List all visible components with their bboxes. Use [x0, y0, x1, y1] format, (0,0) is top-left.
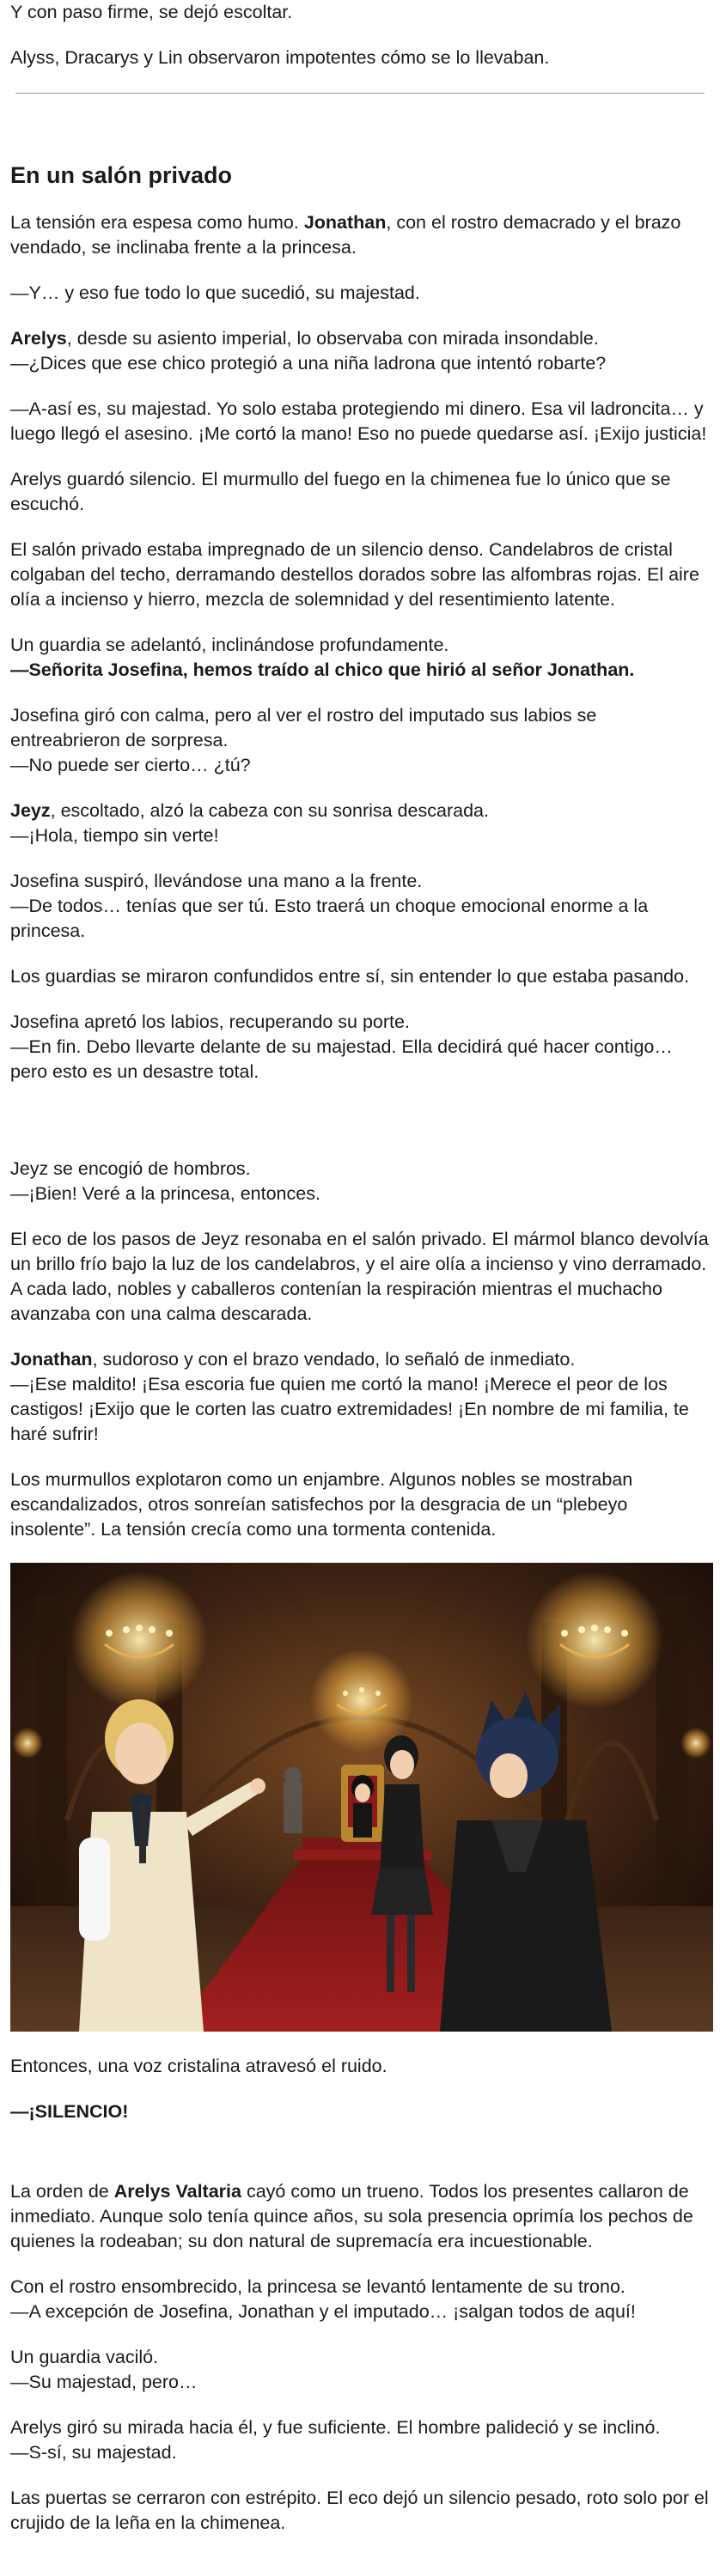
story-paragraph: El eco de los pasos de Jeyz resonaba en el salón privado. El mármol blanco devolvía un brillo frío bajo la luz de los candelabros, y el aire olía a incienso y vino derramado. A cada lado, nobles y caballeros contenían la respiración mientras el muchacho avanzaba con una calma descarada.: [10, 1229, 709, 1324]
throne-room-illustration: [10, 1563, 713, 2032]
text-run: , con el rostro demacrado y el brazo vendado, se inclinaba frente a la princesa.: [10, 212, 681, 258]
story-paragraph: [10, 799, 710, 848]
dialogue-line: —¿Dices que ese chico protegió a una niña ladrona que intentó robarte?: [10, 353, 607, 374]
text-run: Jeyz se encogió de hombros.: [10, 1158, 251, 1179]
shout-text: ¡SILENCIO!: [28, 2101, 129, 2122]
text-run: Un guardia se adelantó, inclinándose profundamente.: [10, 635, 449, 655]
story-paragraph: Los guardias se miraron confundidos entre sí, sin entender lo que estaba pasando.: [10, 966, 690, 987]
story-paragraph: Los murmullos explotaron como un enjambre. Algunos nobles se mostraban escandalizados, otros sonreían satisfechos por la desgracia de un “plebeyo insolente”. La tensión crecía como una tormenta contenida.: [10, 1469, 633, 1540]
story-paragraph: [10, 703, 710, 778]
story-paragraph: [10, 1157, 710, 1206]
story-paragraph: [10, 210, 710, 260]
dialogue-line: —S-sí, su majestad.: [10, 2442, 177, 2463]
character-name: Jeyz: [10, 800, 51, 821]
text-run: Un guardia vaciló.: [10, 2347, 159, 2367]
story-paragraph: [10, 1347, 710, 1447]
dialogue-line: —¡Hola, tiempo sin verte!: [10, 825, 219, 846]
text-run: , escoltado, alzó la cabeza con su sonrisa descarada.: [50, 800, 489, 821]
character-name: Jonathan: [10, 1349, 93, 1370]
text-run: Josefina apretó los labios, recuperando su porte.: [10, 1012, 410, 1032]
figure-arelys: [351, 1775, 374, 1838]
blank-gap: [10, 1105, 710, 1157]
text-run: , desde su asiento imperial, lo observaba con mirada insondable.: [66, 328, 599, 349]
section-title: En un salón privado: [10, 162, 233, 188]
text-run: Josefina giró con calma, pero al ver el rostro del imputado sus labios se entreabrieron de sorpresa.: [10, 705, 597, 750]
character-name: Arelys Valtaria: [113, 2181, 241, 2202]
shout-paragraph: [10, 2099, 710, 2124]
dialogue-line: —De todos… tenías que ser tú. Esto traerá un choque emocional enorme a la princesa.: [10, 896, 649, 941]
text-run: La tensión era espesa como humo.: [10, 212, 304, 233]
blank-gap: [10, 2145, 710, 2179]
story-paragraph: [10, 869, 710, 944]
dash: —: [10, 2101, 29, 2122]
intro-paragraph: Alyss, Dracarys y Lin observaron impotentes cómo se lo llevaban.: [10, 47, 550, 68]
story-paragraph: Entonces, una voz cristalina atravesó el ruido.: [10, 2056, 387, 2076]
story-paragraph: [10, 2179, 710, 2254]
story-paragraph: Arelys guardó silencio. El murmullo del fuego en la chimenea fue lo único que se escuchó.: [10, 469, 671, 514]
story-paragraph: [10, 2415, 710, 2465]
intro-paragraph: Y con paso firme, se dejó escoltar.: [10, 2, 293, 22]
text-run: cayó como un trueno. Todos los presentes callaron de inmediato. Aunque solo tenía quince años, su sola presencia oprimía los pechos de quienes la rodeaban; su don natural de supremacía era incuestionable.: [10, 2181, 693, 2251]
dialogue-line: —En fin. Debo llevarte delante de su majestad. Ella decidirá qué hacer contigo… pero esto es un desastre total.: [10, 1036, 673, 1082]
dialogue-line: —A excepción de Josefina, Jonathan y el imputado… ¡salgan todos de aquí!: [10, 2301, 636, 2322]
story-paragraph: [10, 633, 710, 683]
story-paragraph: [10, 326, 710, 376]
text-run: , sudoroso y con el brazo vendado, lo señaló de inmediato.: [92, 1349, 576, 1370]
text-run: Josefina suspiró, llevándose una mano a la frente.: [10, 871, 423, 891]
character-name: Jonathan: [303, 212, 387, 233]
dialogue-line: —¡Ese maldito! ¡Esa escoria fue quien me cortó la mano! ¡Merece el peor de los castigos! ¡Exijo que le corten las cuatro extremidades! ¡En nombre de mi familia, te haré sufrir!: [10, 1374, 689, 1444]
text-run: Con el rostro ensombrecido, la princesa se levantó lentamente de su trono.: [10, 2276, 625, 2297]
text-run: Arelys giró su mirada hacia él, y fue suficiente. El hombre palideció y se inclinó.: [10, 2417, 661, 2438]
dialogue-line: —No puede ser cierto… ¿tú?: [10, 755, 251, 775]
text-run: La orden de: [10, 2181, 114, 2202]
story-paragraph: El salón privado estaba impregnado de un silencio denso. Candelabros de cristal colgaban del techo, derramando destellos dorados sobre las alfombras rojas. El aire olía a incienso y hierro, mezcla de solemnidad y del resentimiento latente.: [10, 539, 699, 610]
dialogue-paragraph: —A-así es, su majestad. Yo solo estaba protegiendo mi dinero. Esa vil ladroncita… y luego llegó el asesino. ¡Me cortó la mano! Eso no puede quedarse así. ¡Exijo justicia!: [10, 398, 707, 444]
story-paragraph: [10, 2275, 710, 2324]
character-name: Arelys: [10, 328, 67, 349]
dialogue-line: —Su majestad, pero…: [10, 2372, 198, 2392]
story-paragraph: Las puertas se cerraron con estrépito. El eco dejó un silencio pesado, roto solo por el crujido de la leña en la chimenea.: [10, 2488, 709, 2533]
section-divider: [15, 93, 705, 94]
dialogue-line: —Señorita Josefina, hemos traído al chico que hirió al señor Jonathan.: [10, 659, 635, 680]
story-paragraph: [10, 2345, 710, 2395]
story-paragraph: [10, 1010, 710, 1084]
dialogue-paragraph: —Y… y eso fue todo lo que sucedió, su majestad.: [10, 283, 420, 303]
dialogue-line: —¡Bien! Veré a la princesa, entonces.: [10, 1183, 320, 1204]
